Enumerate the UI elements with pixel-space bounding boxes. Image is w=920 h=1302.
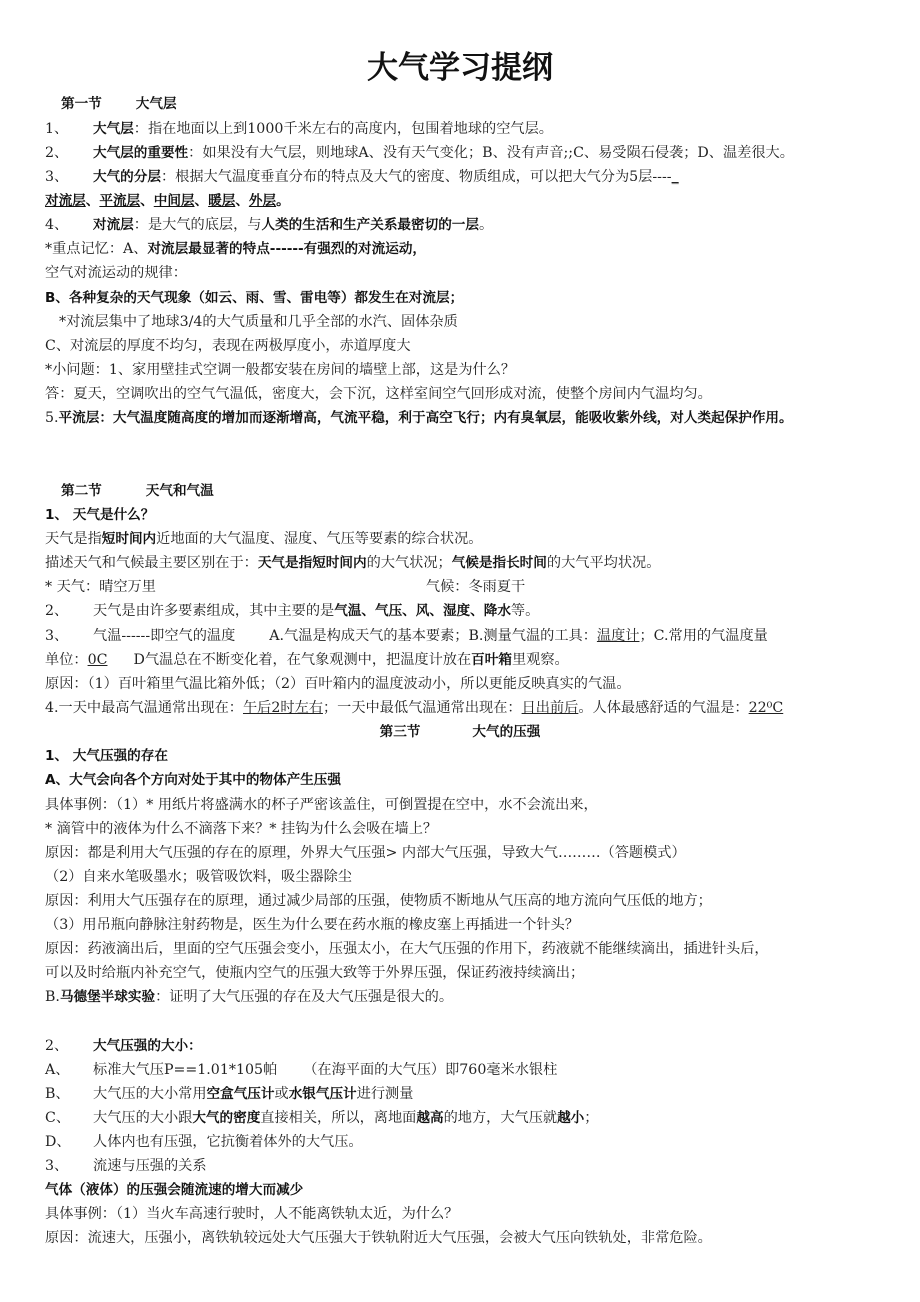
s1-line-11: 答：夏天，空调吹出的空气气温低，密度大，会下沉，这样室间空气回形成对流，使整个房间内气温均匀。 <box>45 386 712 402</box>
s3-line-12: 2、 大气压强的大小： <box>45 1038 202 1054</box>
s2-line-2: 天气是指短时间内近地面的大气温度、湿度、气压等要素的综合状况。 <box>45 531 483 547</box>
s1-line-8: *对流层集中了地球3/4的大气质量和几乎全部的水汽、固体杂质 <box>59 314 458 330</box>
s1-line-3: 3、 大气的分层：根据大气温度垂直分布的特点及大气的密度、物质组成，可以把大气分为5层----_ <box>45 169 679 185</box>
s2-line-3: 描述天气和气候最主要区别在于：天气是指短时间内的大气状况；气候是指长时间的大气平均状况。 <box>45 555 661 571</box>
s2-line-4: * 天气：晴空万里 气候：冬雨夏干 <box>45 579 526 595</box>
s3-line-14: B、 大气压的大小常用空盒气压计或水银气压计进行测量 <box>45 1086 414 1102</box>
section-2-heading <box>61 479 906 503</box>
s3-line-19: 具体事例：（1）当火车高速行驶时，人不能离铁轨太近，为什么？ <box>45 1206 459 1222</box>
section-3-heading <box>0 720 920 744</box>
section-title: 天气和气温 <box>145 483 214 499</box>
document-title: 大气学习提纲 <box>367 50 553 86</box>
s1-line-10: *小问题：1、家用壁挂式空调一般都安装在房间的墙壁上部，这是为什么？ <box>45 362 516 378</box>
s1-line-2: 2、 大气层的重要性：如果没有大气层，则地球A、没有天气变化；B、没有声音;;C、易受陨石侵袭；D、温差很大。 <box>45 145 794 161</box>
section-title: 大气的压强 <box>472 724 541 740</box>
section-number: 第二节 <box>61 483 102 499</box>
s3-line-1: 1、 大气压强的存在 <box>45 748 168 764</box>
section-title: 大气层 <box>135 96 177 112</box>
s1-line-12: 5.平流层：大气温度随高度的增加而逐渐增高，气流平稳，利于高空飞行；内有臭氧层，能吸收紫外线，对人类起保护作用。 <box>45 410 793 426</box>
s3-line-3: 具体事例：（1）* 用纸片将盛满水的杯子严密该盖住，可倒置提在空中，水不会流出来， <box>45 797 598 813</box>
s3-line-10: 可以及时给瓶内补充空气，使瓶内空气的压强大致等于外界压强，保证药液持续滴出； <box>45 965 585 981</box>
s1-line-1: 1、 大气层：指在地面以上到1000千米左右的高度内，包围着地球的空气层。 <box>45 121 553 137</box>
s2-line-6: 3、 气温------即空气的温度 A.气温是构成天气的基本要素；B.测量气温的工具：温度计；C.常用的气温度量 <box>45 628 768 644</box>
s1-line-6: 空气对流运动的规律： <box>45 265 187 281</box>
s3-line-20: 原因：流速大，压强小，离铁轨较远处大气压强大于铁轨附近大气压强，会被大气压向铁轨处，非常危险。 <box>45 1230 712 1246</box>
s3-line-2: A、大气会向各个方向对处于其中的物体产生压强 <box>45 772 341 788</box>
s1-line-5: *重点记忆：A、对流层最显著的特点------有强烈的对流运动， <box>45 241 427 257</box>
s2-line-1: 1、 天气是什么？ <box>45 507 155 523</box>
s1-line-4: 4、 对流层：是大气的底层，与人类的生活和生产关系最密切的一层。 <box>45 217 494 233</box>
s3-line-9: 原因：药液滴出后，里面的空气压强会变小，压强太小，在大气压强的作用下，药液就不能继续滴出，插进针头后， <box>45 941 769 957</box>
section-1-heading <box>61 92 906 116</box>
s3-line-6: （2）自来水笔吸墨水；吸管吸饮料，吸尘器除尘 <box>45 869 352 885</box>
s3-line-13: A、 标准大气压P==1.01*105帕 （在海平面的大气压）即760毫米水银柱 <box>45 1062 558 1078</box>
s3-line-11: B.马德堡半球实验：证明了大气压强的存在及大气压强是很大的。 <box>45 989 454 1005</box>
s2-line-7: 单位：0C D气温总在不断变化着，在气象观测中，把温度计放在百叶箱里观察。 <box>45 652 569 668</box>
s3-line-7: 原因：利用大气压强存在的原理，通过减少局部的压强，使物质不断地从气压高的地方流向气压低的地方； <box>45 893 712 909</box>
s3-line-4: * 滴管中的液体为什么不滴落下来？* 挂钩为什么会吸在墙上？ <box>45 821 438 837</box>
s3-line-18: 气体（液体）的压强会随流速的增大而减少 <box>45 1182 304 1198</box>
s3-line-15: C、 大气压的大小跟大气的密度直接相关，所以，离地面越高的地方，大气压就越小； <box>45 1110 599 1126</box>
section-number: 第三节 <box>379 724 421 740</box>
s2-line-9: 4.一天中最高气温通常出现在：午后2时左右；一天中最低气温通常出现在：日出前后。人体最感舒适的气温是：22⁰C <box>45 700 784 716</box>
s1-line-9: C、对流层的厚度不均匀，表现在两极厚度小，赤道厚度大 <box>45 338 411 354</box>
s1-line-7: B、各种复杂的天气现象（如云、雨、雪、雷电等）都发生在对流层； <box>45 290 464 306</box>
s3-line-16: D、 人体内也有压强，它抗衡着体外的大气压。 <box>45 1134 363 1150</box>
s2-line-5: 2、 天气是由许多要素组成，其中主要的是气温、气压、风、湿度、降水等。 <box>45 603 540 619</box>
s3-line-8: （3）用吊瓶向静脉注射药物是，医生为什么要在药水瓶的橡皮塞上再插进一个针头？ <box>45 917 579 933</box>
section-number: 第一节 <box>61 96 102 112</box>
s3-line-5: 原因：都是利用大气压强的存在的原理，外界大气压强> 内部大气压强，导致大气………（答题模式） <box>45 845 686 861</box>
s2-line-8: 原因：（1）百叶箱里气温比箱外低；（2）百叶箱内的温度波动小，所以更能反映真实的气温。 <box>45 676 631 692</box>
s1-layers-list: 对流层、平流层、中间层、暖层、外层。 <box>45 193 290 209</box>
s3-line-17: 3、 流速与压强的关系 <box>45 1158 207 1174</box>
